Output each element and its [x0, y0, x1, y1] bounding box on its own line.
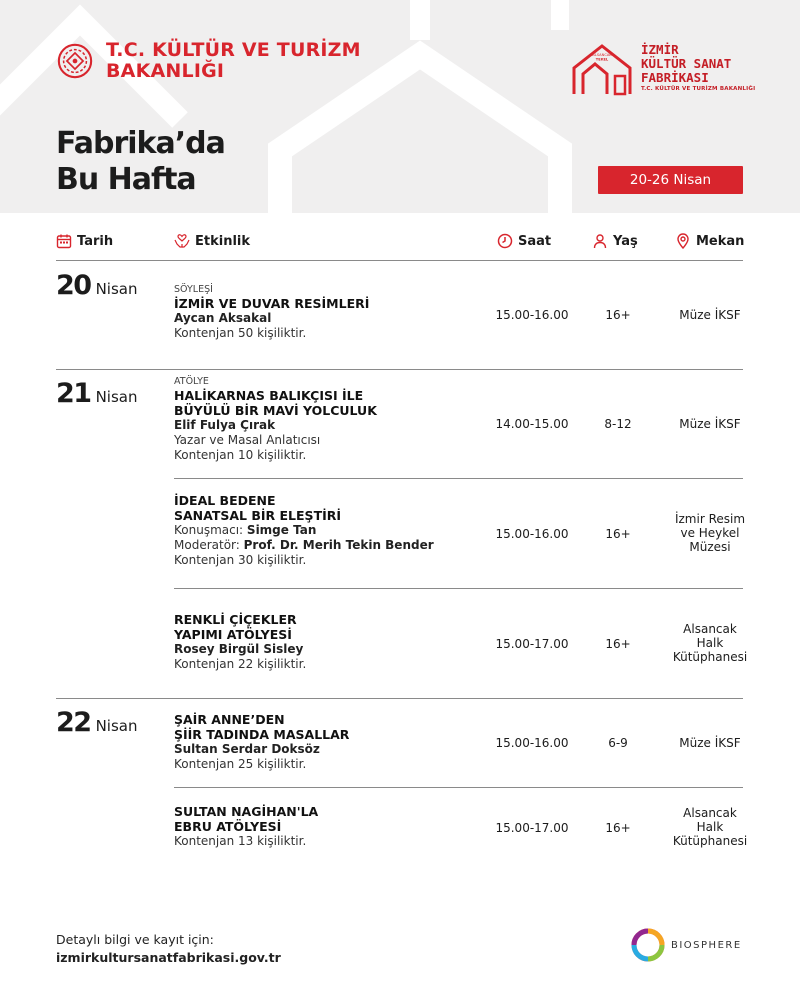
ministry-logo: [56, 40, 361, 82]
column-header-time: [497, 231, 551, 251]
event-item: [174, 284, 484, 341]
event-venue: Alsancak Halk Kütüphanesi: [672, 806, 748, 848]
divider: [56, 260, 743, 261]
iksf-badge-line2: TEKEL: [595, 57, 609, 62]
event-age: 16+: [605, 527, 631, 541]
event-title: HALİKARNAS BALIKÇISI İLE BÜYÜLÜ BİR MAVİ YOLCULUK: [174, 388, 377, 418]
event-quota: Kontenjan 25 kişiliktir.: [174, 757, 307, 771]
event-moderator: [174, 538, 484, 553]
column-header-date: [56, 231, 113, 251]
event-item: [174, 493, 484, 568]
event-speaker: [174, 523, 484, 538]
event-quota: Kontenjan 22 kişiliktir.: [174, 657, 307, 671]
divider: [174, 787, 743, 788]
footer-info: [56, 931, 281, 967]
ministry-name-line1: T.C. KÜLTÜR VE TURİZM: [106, 39, 361, 61]
event-age: 6-9: [608, 736, 628, 750]
calendar-icon: [56, 233, 72, 249]
event-person: Rosey Birgül Sisley: [174, 642, 304, 656]
iksf-name-line3: FABRİKASI: [641, 70, 709, 85]
event-time: 14.00-15.00: [495, 417, 569, 431]
iksf-name: [641, 43, 755, 93]
hands-heart-icon: [174, 233, 190, 249]
event-title: İZMİR VE DUVAR RESİMLERİ: [174, 296, 370, 311]
event-time: 15.00-17.00: [495, 821, 569, 835]
column-header-age-label: Yaş: [613, 233, 638, 249]
event-quota: Kontenjan 30 kişiliktir.: [174, 553, 307, 567]
ministry-emblem-icon: [56, 42, 94, 80]
divider: [56, 698, 743, 699]
event-time: 15.00-16.00: [495, 527, 569, 541]
event-speaker-label: Konuşmacı:: [174, 523, 244, 537]
event-time: 15.00-17.00: [495, 637, 569, 651]
event-moderator-name: Prof. Dr. Merih Tekin Bender: [243, 538, 434, 552]
ministry-name-line2: BAKANLIĞI: [106, 60, 225, 82]
event-age: 16+: [605, 821, 631, 835]
day-label: [56, 707, 137, 738]
iksf-house-icon: [571, 40, 633, 96]
column-header-time-label: Saat: [518, 233, 552, 249]
day-number: 22: [56, 707, 91, 738]
location-pin-icon: [675, 233, 691, 249]
biosphere-label: BIOSPHERE: [671, 939, 742, 951]
event-person: Aycan Aksakal: [174, 311, 272, 325]
divider: [174, 588, 743, 589]
event-title: RENKLİ ÇİÇEKLER YAPIMI ATÖLYESİ: [174, 612, 297, 642]
column-header-venue: [675, 231, 744, 251]
day-number: 21: [56, 378, 91, 409]
event-venue: Müze İKSF: [679, 308, 741, 322]
day-number: 20: [56, 270, 91, 301]
event-time: 15.00-16.00: [495, 308, 569, 322]
event-venue: Alsancak Halk Kütüphanesi: [672, 622, 748, 664]
event-venue: Müze İKSF: [679, 736, 741, 750]
event-moderator-label: Moderatör:: [174, 538, 240, 552]
ministry-name: [106, 40, 361, 82]
event-quota: Kontenjan 10 kişiliktir.: [174, 448, 307, 462]
iksf-logo: [571, 40, 755, 96]
event-quota: Kontenjan 50 kişiliktir.: [174, 326, 307, 340]
event-title: SULTAN NAGİHAN'LA EBRU ATÖLYESİ: [174, 804, 319, 834]
event-age: 16+: [605, 637, 631, 651]
day-month: Nisan: [95, 717, 138, 735]
event-time: 15.00-16.00: [495, 736, 569, 750]
event-category: ATÖLYE: [174, 376, 209, 387]
event-age: 16+: [605, 308, 631, 322]
page-title: Fabrika’da Bu Hafta: [56, 126, 225, 197]
event-venue: İzmir Resim ve Heykel Müzesi: [674, 512, 746, 554]
event-quota: Kontenjan 13 kişiliktir.: [174, 834, 307, 848]
event-venue: Müze İKSF: [679, 417, 741, 431]
iksf-subtitle: T.C. KÜLTÜR VE TURİZM BAKANLIĞI: [641, 86, 756, 92]
event-person: Elif Fulya Çırak: [174, 418, 276, 432]
footer-info-label: Detaylı bilgi ve kayıt için:: [56, 932, 214, 947]
divider: [174, 478, 743, 479]
column-header-venue-label: Mekan: [696, 233, 745, 249]
column-header-date-label: Tarih: [77, 233, 114, 249]
event-item: [174, 804, 484, 849]
event-category: SÖYLEŞİ: [174, 284, 213, 295]
person-icon: [592, 233, 608, 249]
column-header-event: [174, 231, 250, 251]
iksf-name-line1: İZMİR: [641, 42, 679, 57]
footer-website-link[interactable]: izmirkultursanatfabrikasi.gov.tr: [56, 950, 281, 965]
biosphere-logo: [631, 928, 742, 962]
iksf-badge-line1: ALSANCAK: [592, 53, 612, 57]
day-month: Nisan: [95, 388, 138, 406]
day-label: [56, 270, 137, 301]
event-title: ŞAİR ANNE’DEN ŞİİR TADINDA MASALLAR: [174, 712, 350, 742]
event-role: Yazar ve Masal Anlatıcısı: [174, 433, 321, 447]
iksf-name-line2: KÜLTÜR SANAT: [641, 56, 732, 71]
event-speaker-name: Simge Tan: [246, 523, 317, 537]
day-month: Nisan: [95, 280, 138, 298]
column-header-event-label: Etkinlik: [195, 233, 251, 249]
event-item: [174, 376, 484, 463]
divider: [56, 369, 743, 370]
event-person: Sultan Serdar Doksöz: [174, 742, 320, 756]
day-label: [56, 378, 137, 409]
column-header-age: [592, 231, 638, 251]
event-item: [174, 712, 484, 772]
event-item: [174, 612, 484, 672]
event-age: 8-12: [604, 417, 632, 431]
biosphere-icon: [631, 928, 665, 962]
date-range-badge: 20-26 Nisan: [598, 166, 743, 194]
clock-icon: [497, 233, 513, 249]
event-title: İDEAL BEDENE SANATSAL BİR ELEŞTİRİ: [174, 493, 342, 523]
